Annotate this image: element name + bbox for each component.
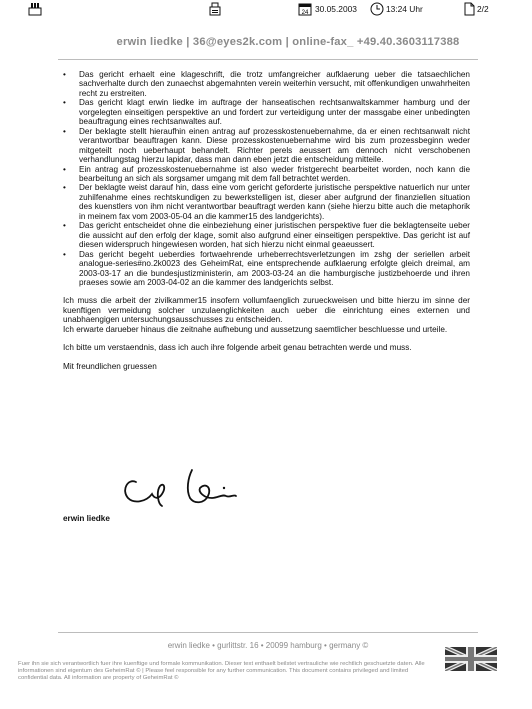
- list-item-text: Das gericht erhaelt eine klageschrift, die trotz umfangreicher aufklaerung ueber die tatsaechlichen sachverhalte durch den zunaechst abgemahnten verein weiterhin versucht, mit offenkundigen unwahrheiten recht zu erstreiten.: [79, 70, 470, 98]
- calendar-icon: [298, 2, 312, 16]
- uk-flag-icon: [445, 647, 497, 671]
- bullet-icon: •: [63, 249, 66, 259]
- list-item: [63, 221, 470, 249]
- bullet-icon: •: [63, 126, 66, 136]
- list-item: [63, 250, 470, 288]
- bullet-icon: •: [63, 164, 66, 174]
- closing-salutation: Mit freundlichen gruessen: [63, 361, 157, 371]
- list-item-text: Das gericht begeht ueberdies fortwaehrende urheberrechtsverletzungen im zshg der seriellen arbeit analogue-series#no.2k0023 des GeheimRat, eine entsprechende aufklaerung erfolgte gleich dreimal, am 2003-03-17 an die bundesjustizministerin, am 2003-03-24 an die hamburgische justizbehoerde und ihren praeses sowie am 2003-04-02 an die kammer des landgerichts selbst.: [79, 249, 470, 287]
- svg-text:24: 24: [301, 10, 309, 16]
- bullet-icon: •: [63, 98, 66, 108]
- paragraph-expectation: Ich erwarte darueber hinaus die zeitnahe aufhebung und aussetzung saemtlicher beschluesse und urteile.: [63, 324, 448, 334]
- fax-machine-icon: [28, 2, 42, 16]
- list-item: [63, 165, 470, 184]
- footer-address: erwin liedke • gurlittstr. 16 • 20099 hamburg • germany ©: [167, 641, 369, 650]
- fax-time: 13:24 Uhr: [386, 4, 423, 14]
- list-item-text: Der beklagte weist darauf hin, dass eine vom gericht geforderte juristische perspektive natuerlich nur unter zuhilfenahme eines rechtskundigen zu bewerkstelligen ist, dieser aber aufgrund der finanziellen situation des kuenstlers von ihm nicht verantwortbar beauftragt werden kann (siehe hierzu bitte auch die metaphorik in meinem fax vom 2003-05-04 an die kammer15 des landgerichts).: [79, 183, 470, 221]
- letter-body: [63, 70, 470, 371]
- list-item-text: Das gericht klagt erwin liedke im auftrage der hanseatischen rechtsanwaltskammer hamburg und der vorgelegten einseitigen perspektive an und fordert zur verteidigung unter der massgabe einer unbedingten beauftragung eines rechtsanwaltes auf.: [79, 98, 470, 127]
- list-item: [63, 127, 470, 165]
- list-item-text: Der beklagte stellt hieraufhin einen antrag auf prozesskostenuebernahme, da er einen rechtsanwalt nicht verantwortbar beauftragen kann. Diese prozesskostenuebernahme wird bis zum prozessbeginn weder mitgeteilt noch ueberhaupt behandelt. Richter perels aeussert am dennoch nicht verschobenen verhandlungstag hierzu lapidar, dass man dann eben jetzt die entscheidung mitteile.: [79, 126, 470, 165]
- page-icon: [462, 2, 476, 16]
- fax-icon: [208, 2, 222, 16]
- list-item-text: Ein antrag auf prozesskostenuebernahme ist also weder fristgerecht bearbeitet worden, noch kann die bearbeitung an sich als sorgsamer umgang mit dem fall betrachtet werden.: [79, 164, 470, 183]
- bullet-icon: •: [63, 221, 66, 231]
- list-item: [63, 70, 470, 98]
- list-item: [63, 98, 470, 126]
- fax-page-count: 2/2: [477, 4, 489, 14]
- bullet-list: [63, 70, 470, 287]
- paragraph-rejection: Ich muss die arbeit der zivilkammer15 insofern vollumfaenglich zurueckweisen und bitte hierzu im sinne der kuenftigen vermeidung solcher unzulaenglichkeiten auch ueber die einrichtung eines externen und unabhaengigen untersuchungsausschusses zu entscheiden.: [63, 296, 470, 325]
- footer-disclaimer: Fuer ihn sie sich verantwortlich fuer ihre kuenftige und formale kommunikation. Dieser text enthaelt beilstet vertrauliche wie rechtlich geschuetzte daten. Alle informationen sind eigentum des GeheimRat © | Please feel responsible for any further communication. This document contains privileged and limited confidential data. All information are property of GeheimRat ©: [18, 661, 425, 682]
- bullet-icon: •: [63, 183, 66, 193]
- header-divider: [58, 59, 478, 60]
- letterhead-sender: erwin liedke | 36@eyes2k.com | online-fax_ +49.40.3603117388: [116, 36, 460, 48]
- handwritten-signature: [118, 464, 268, 508]
- clock-icon: [370, 2, 384, 16]
- paragraph-request: Ich bitte um verstaendnis, dass ich auch ihre folgende arbeit genau betrachten werde und muss.: [63, 343, 412, 353]
- fax-date: 30.05.2003: [315, 4, 357, 14]
- signature-name: erwin liedke: [63, 514, 110, 523]
- footer-divider: [58, 632, 478, 633]
- bullet-icon: •: [63, 70, 66, 79]
- fax-transmission-strip: [0, 0, 532, 20]
- list-item: [63, 183, 470, 221]
- list-item-text: Das gericht entscheidet ohne die einbeziehung einer juristischen perspektive fuer die beklagtenseite ueber die aussicht auf den erfolg der klage, somit also aufgrund einer einseitigen perspektive. Das gericht ist auf diesen widerspruch hingewiesen worden, hat sich hierzu nicht einmal geaeussert.: [79, 221, 470, 250]
